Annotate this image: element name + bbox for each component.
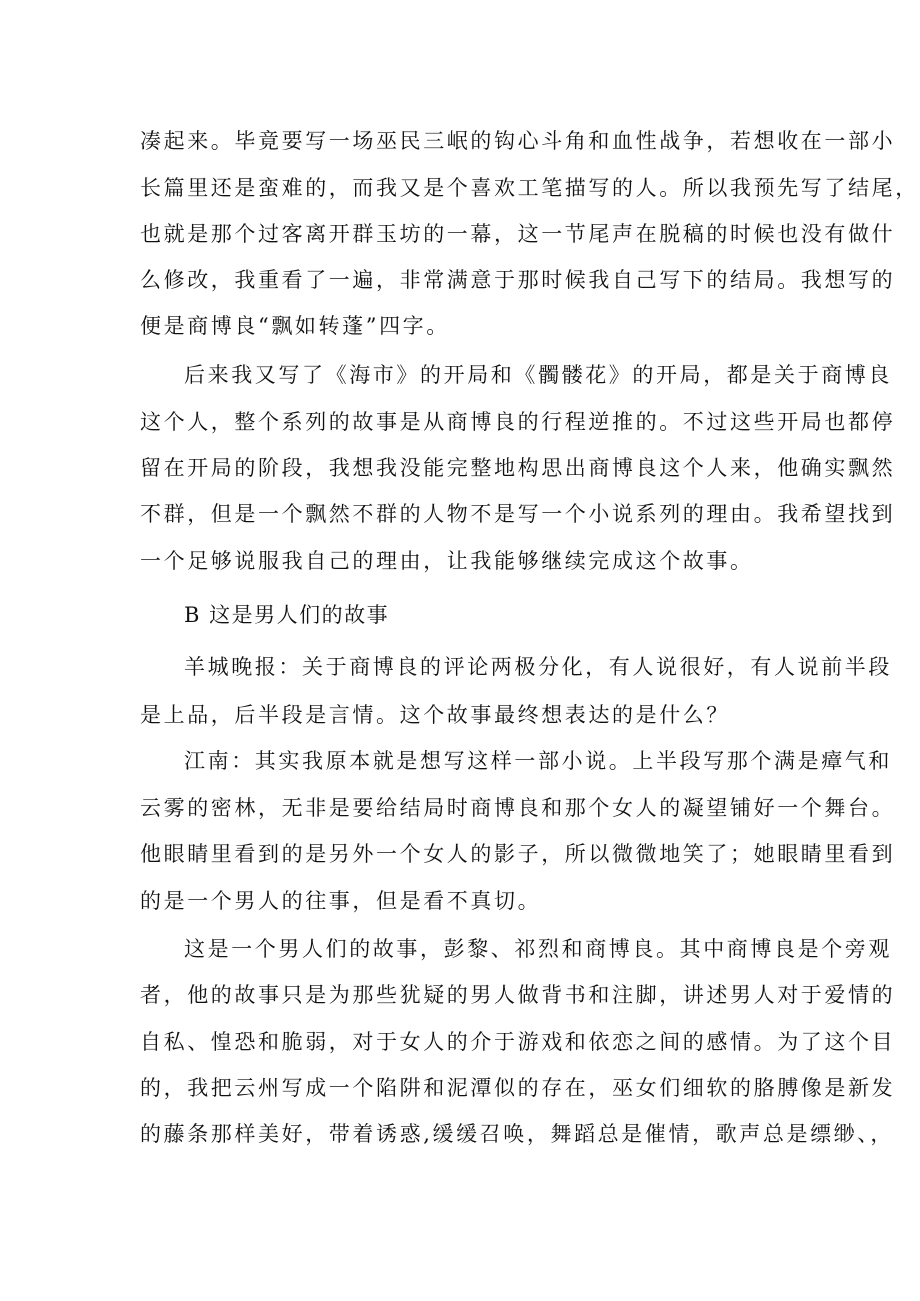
text-line: 羊城晚报：关于商博良的评论两极分化，有人说很好，有人说前半段 [184,655,892,679]
text-line: 江南：其实我原本就是想写这样一部小说。上半段写那个满是瘴气和 [184,749,892,773]
text-line: 云雾的密林，无非是要给结局时商博良和那个女人的凝望铺好一个舞台。 [140,796,896,820]
text-line: 的是一个男人的往事，但是看不真切。 [140,889,542,913]
text-line: 自私、惶恐和脆弱，对于女人的介于游戏和依恋之间的感情。为了这个目 [140,1030,896,1054]
text-line: 者，他的故事只是为那些犹疑的男人做背书和注脚，讲述男人对于爱情的 [140,983,896,1007]
text-line: 他眼睛里看到的是另外一个女人的影子，所以微微地笑了；她眼睛里看到 [140,842,896,866]
text-line: 后来我又写了《海市》的开局和《髑髅花》的开局，都是关于商博良 [184,363,892,387]
text-line: 便是商博良“飘如转蓬”四字。 [140,314,450,338]
text-line: 长篇里还是蛮难的，而我又是个喜欢工笔描写的人。所以我预先写了结尾， [140,176,919,200]
text-line: 也就是那个过客离开群玉坊的一幕，这一节尾声在脱稿的时候也没有做什 [140,222,896,246]
text-line: 的藤条那样美好，带着诱惑,缓缓召唤，舞蹈总是催情，歌声总是缥缈、， [140,1122,894,1146]
text-line: 这是一个男人们的故事，彭黎、祁烈和商博良。其中商博良是个旁观 [184,937,892,961]
text-line: 的，我把云州写成一个陷阱和泥潭似的存在，巫女们细软的胳膊像是新发 [140,1076,896,1100]
text-line: 凑起来。毕竟要写一场巫民三岷的钩心斗角和血性战争，若想收在一部小 [140,129,896,153]
section-heading-text: B 这是男人们的故事 [184,603,390,627]
text-line: 不群，但是一个飘然不群的人物不是写一个小说系列的理由。我希望找到 [140,502,896,526]
text-line: 这个人，整个系列的故事是从商博良的行程逆推的。不过这些开局也都停 [140,410,896,434]
text-line: 是上品，后半段是言情。这个故事最终想表达的是什么？ [140,703,730,727]
text-line: 么修改，我重看了一遍，非常满意于那时候我自己写下的结局。我想写的 [140,268,896,292]
text-line: 一个足够说服我自己的理由，让我能够继续完成这个故事。 [140,549,754,573]
text-line: 留在开局的阶段，我想我没能完整地构思出商博良这个人来，他确实飘然 [140,456,896,480]
